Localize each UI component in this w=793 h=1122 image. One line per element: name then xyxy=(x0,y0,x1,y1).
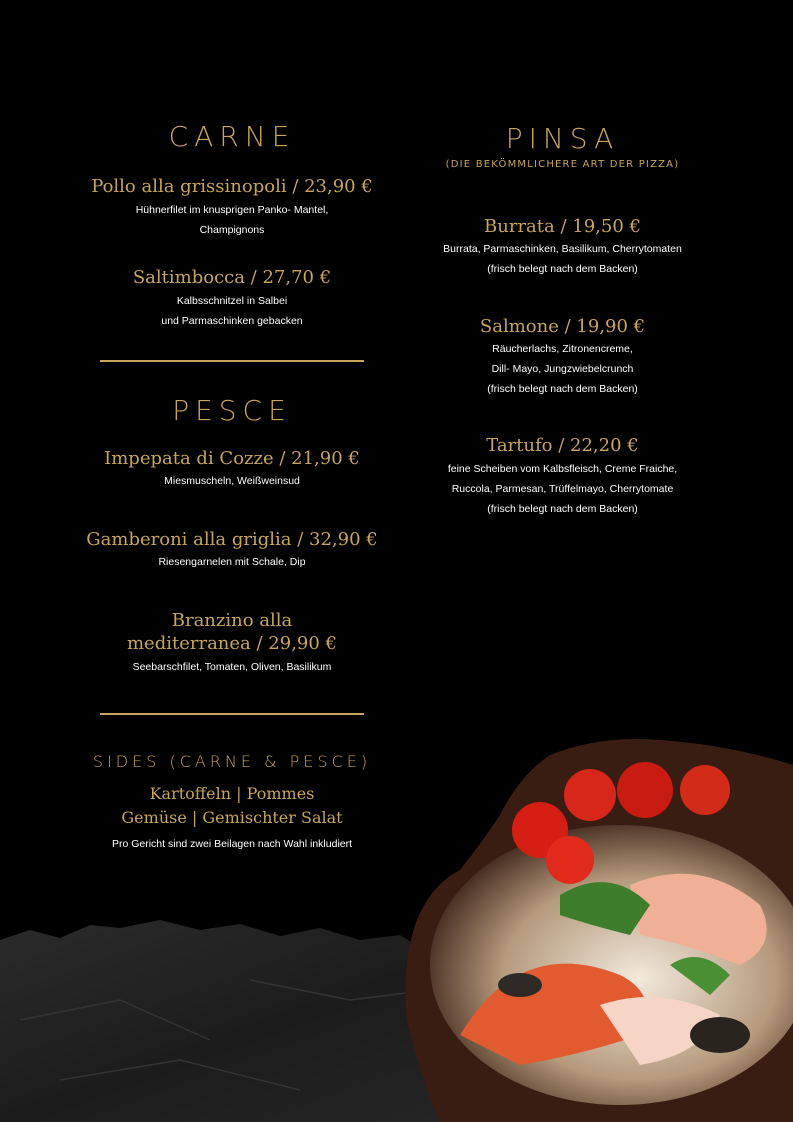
dish-description xyxy=(62,200,402,240)
dish-description xyxy=(62,657,402,677)
dish-description-line: feine Scheiben vom Kalbsfleisch, Creme Fraiche, xyxy=(447,463,678,475)
dish-description-line: (frisch belegt nach dem Backen) xyxy=(487,503,638,515)
dish-description-line: Burrata, Parmaschinken, Basilikum, Cherrytomaten xyxy=(443,243,682,255)
dish-description-line: und Parmaschinken gebacken xyxy=(161,315,303,327)
seafood-dish-photo xyxy=(400,735,793,1122)
section-subtitle: (DIE BEKÖMMLICHERE ART DER PIZZA) xyxy=(445,159,680,170)
dish-description-line: (frisch belegt nach dem Backen) xyxy=(487,383,638,395)
section-heading-pinsa: PINSA xyxy=(505,122,620,155)
dish-description xyxy=(400,239,725,279)
dish-title: Salmone / 19,90 € xyxy=(479,316,646,337)
sides-item: Gemüse | Gemischter Salat xyxy=(121,808,343,827)
dish-title xyxy=(62,609,402,655)
section-heading-pesce: PESCE xyxy=(172,394,292,427)
sides-item: Kartoffeln | Pommes xyxy=(149,784,315,803)
dish-title: Tartufo / 22,20 € xyxy=(486,435,639,456)
section-divider xyxy=(100,360,364,362)
dish-title: Saltimbocca / 27,70 € xyxy=(132,267,332,288)
dish-title: Impepata di Cozze / 21,90 € xyxy=(104,448,360,469)
dish-description-line: Miesmuscheln, Weißweinsud xyxy=(164,475,300,487)
sides-list xyxy=(62,782,402,830)
dish-description-line: Ruccola, Parmesan, Trüffelmayo, Cherrytomate xyxy=(451,483,674,495)
dish-description xyxy=(62,471,402,491)
dish-description-line: Kalbsschnitzel in Salbei xyxy=(176,295,288,307)
section-heading-sides: SIDES (CARNE & PESCE) xyxy=(92,752,372,771)
dish-description xyxy=(400,339,725,399)
dish-description-line: Hühnerfilet im knusprigen Panko- Mantel, xyxy=(135,204,329,216)
dish-title-line: Branzino alla xyxy=(171,610,293,631)
dish-description-line: Riesengarnelen mit Schale, Dip xyxy=(158,556,306,568)
dish-title-line: mediterranea / 29,90 € xyxy=(126,633,337,654)
dish-title: Pollo alla grissinopoli / 23,90 € xyxy=(91,176,373,197)
section-heading-carne: CARNE xyxy=(168,120,296,153)
dish-title: Gamberoni alla griglia / 32,90 € xyxy=(86,529,378,550)
dish-description xyxy=(62,291,402,331)
sides-note: Pro Gericht sind zwei Beilagen nach Wahl inkludiert xyxy=(111,838,353,850)
dish-description xyxy=(400,459,725,519)
dish-description-line: (frisch belegt nach dem Backen) xyxy=(487,263,638,275)
dish-description-line: Champignons xyxy=(199,224,265,236)
dish-title: Burrata / 19,50 € xyxy=(484,216,641,237)
section-divider xyxy=(100,713,364,715)
dish-description xyxy=(62,552,402,572)
dish-description-line: Dill- Mayo, Jungzwiebelcrunch xyxy=(491,363,634,375)
dish-description-line: Räucherlachs, Zitronencreme, xyxy=(492,343,633,355)
dish-description-line: Seebarschfilet, Tomaten, Oliven, Basilikum xyxy=(132,661,332,673)
